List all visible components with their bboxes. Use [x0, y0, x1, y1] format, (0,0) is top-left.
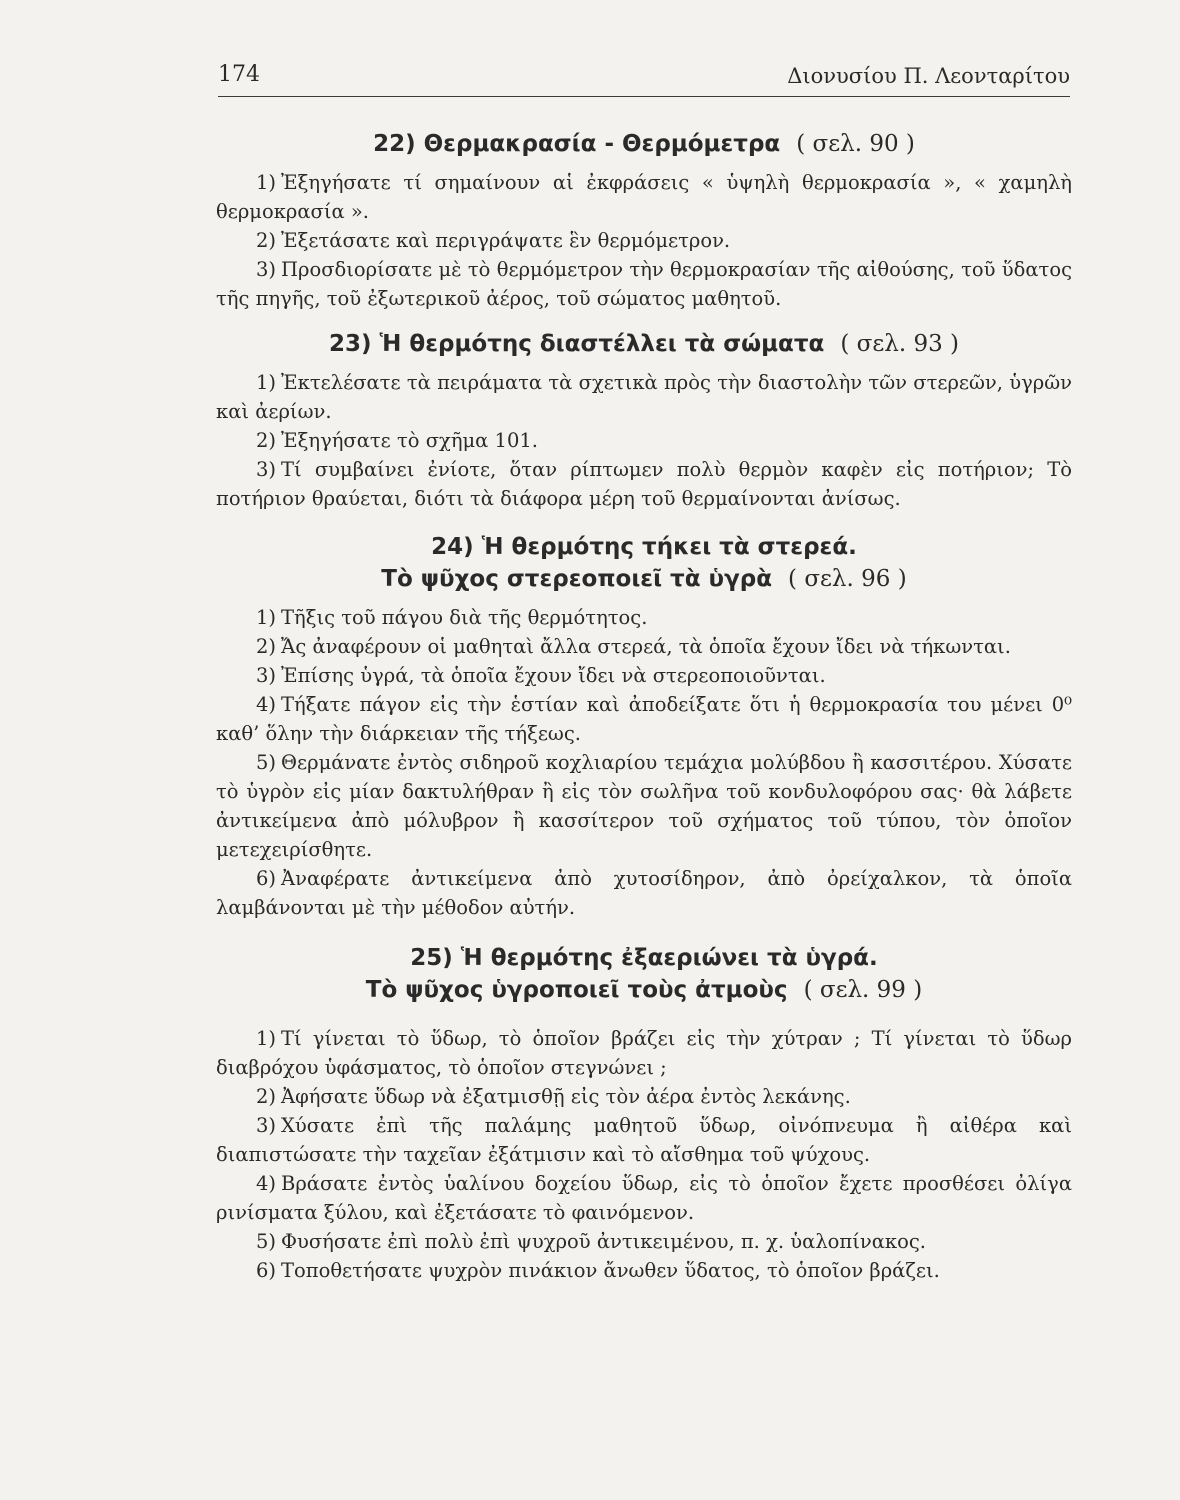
item-number: 2) [256, 635, 277, 658]
item-text: Χύσατε ἐπὶ τῆς παλάμης μαθητοῦ ὕδωρ, οἰνόπνευμα ἢ αἰθέρα καὶ διαπιστώσατε τὴν ταχεῖαν ἐξάτμισιν καὶ τὸ αἴσθημα τοῦ ψύχους. [216, 1114, 1072, 1166]
item-number: 3) [256, 1114, 277, 1137]
section-25 [216, 942, 1072, 1285]
item-text: Ἐξηγήσατε τὸ σχῆμα 101. [281, 429, 538, 452]
item-number: 3) [256, 458, 277, 481]
item-number: 2) [256, 229, 277, 252]
item-text: Ἐκτελέσατε τὰ πειράματα τὰ σχετικὰ πρὸς τὴν διαστολὴν τῶν στερεῶν, ὑγρῶν καὶ ἀερίων. [216, 371, 1072, 423]
item-text: Ἐξηγήσατε τί σημαίνουν αἱ ἐκφράσεις « ὑψηλὴ θερμοκρασία », « χαμηλὴ θερμοκρασία ». [216, 171, 1072, 223]
item-text: Ἀφήσατε ὕδωρ νὰ ἐξατμισθῇ εἰς τὸν ἀέρα ἐντὸς λεκάνης. [281, 1085, 851, 1108]
exercise-item [216, 368, 1072, 426]
item-text: Ἐπίσης ὑγρά, τὰ ὁποῖα ἔχουν ἴδει νὰ στερεοποιοῦνται. [281, 664, 826, 687]
item-number: 2) [256, 1085, 277, 1108]
section-subtitle-text: Τὸ ψῦχος στερεοποιεῖ τὰ ὑγρὰ [381, 566, 773, 592]
exercise-item [216, 226, 1072, 255]
exercise-item [216, 632, 1072, 661]
page-content [216, 128, 1072, 1285]
section-title [216, 128, 1072, 160]
section-title [216, 328, 1072, 360]
section-title [216, 942, 1072, 1006]
exercise-item [216, 455, 1072, 513]
item-number: 6) [256, 867, 277, 890]
item-number: 1) [256, 1027, 277, 1050]
exercise-item [216, 426, 1072, 455]
item-text: Τήξατε πάγον εἰς τὴν ἑστίαν καὶ ἀποδείξατε ὅτι ἡ θερμοκρασία του μένει 0⁰ καθ’ ὅλην τὴν διάρκειαν τῆς τήξεως. [216, 693, 1072, 745]
item-text: Τῆξις τοῦ πάγου διὰ τῆς θερμότητος. [281, 606, 648, 629]
item-text: Ἐξετάσατε καὶ περιγράψατε ἓν θερμόμετρον. [281, 229, 731, 252]
item-number: 1) [256, 171, 277, 194]
item-number: 1) [256, 606, 277, 629]
page-reference: ( σελ. 90 ) [796, 131, 915, 157]
item-number: 4) [256, 693, 277, 716]
section-24 [216, 531, 1072, 922]
section-title-text: 23) Ἡ θερμότης διαστέλλει τὰ σώματα [328, 331, 825, 357]
page-number: 174 [218, 62, 260, 87]
exercise-item [216, 748, 1072, 864]
item-text: Θερμάνατε ἐντὸς σιδηροῦ κοχλιαρίου τεμάχια μολύβδου ἢ κασσιτέρου. Χύσατε τὸ ὑγρὸν εἰς μίαν δακτυλήθραν ἢ εἰς τὸν σωλῆνα τοῦ κονδυλοφόρου σας· θὰ λάβετε ἀντικείμενα ἀπὸ μόλυβρον ἢ κασσίτερον τοῦ σχήματος τοῦ τύπου, τὸν ὁποῖον μετεχειρίσθητε. [216, 751, 1072, 861]
item-number: 3) [256, 664, 277, 687]
exercise-item [216, 1169, 1072, 1227]
item-text: Τοποθετήσατε ψυχρὸν πινάκιον ἄνωθεν ὕδατος, τὸ ὁποῖον βράζει. [281, 1259, 940, 1282]
item-text: Ἀναφέρατε ἀντικείμενα ἀπὸ χυτοσίδηρον, ἀπὸ ὀρείχαλκον, τὰ ὁποῖα λαμβάνονται μὲ τὴν μέθοδον αὐτήν. [216, 867, 1072, 919]
item-number: 2) [256, 429, 277, 452]
item-number: 4) [256, 1172, 277, 1195]
item-text: Ἄς ἀναφέρουν οἱ μαθηταὶ ἄλλα στερεά, τὰ ὁποῖα ἔχουν ἴδει νὰ τήκωνται. [281, 635, 1011, 658]
item-text: Προσδιορίσατε μὲ τὸ θερμόμετρον τὴν θερμοκρασίαν τῆς αἰθούσης, τοῦ ὕδατος τῆς πηγῆς, τοῦ ἐξωτερικοῦ ἀέρος, τοῦ σώματος μαθητοῦ. [216, 258, 1072, 310]
running-title: Διονυσίου Π. Λεονταρίτου [787, 64, 1070, 88]
item-text: Βράσατε ἐντὸς ὑαλίνου δοχείου ὕδωρ, εἰς τὸ ὁποῖον ἔχετε προσθέσει ὀλίγα ρινίσματα ξύλου, καὶ ἐξετάσατε τὸ φαινόμενον. [216, 1172, 1072, 1224]
page-reference: ( σελ. 93 ) [840, 331, 959, 357]
exercise-item [216, 690, 1072, 748]
exercise-item [216, 255, 1072, 313]
page-reference: ( σελ. 99 ) [803, 977, 923, 1003]
exercise-item [216, 1227, 1072, 1256]
section-title-text: 22) Θερμακρασία - Θερμόμετρα [373, 131, 781, 157]
section-23 [216, 328, 1072, 513]
exercise-item [216, 1256, 1072, 1285]
item-text: Φυσήσατε ἐπὶ πολὺ ἐπὶ ψυχροῦ ἀντικειμένου, π. χ. ὑαλοπίνακος. [281, 1230, 926, 1253]
exercise-item [216, 1111, 1072, 1169]
exercise-item [216, 168, 1072, 226]
exercise-item [216, 603, 1072, 632]
exercise-item [216, 864, 1072, 922]
exercise-item [216, 1024, 1072, 1082]
section-22 [216, 128, 1072, 313]
exercise-item [216, 1082, 1072, 1111]
item-text: Τί συμβαίνει ἐνίοτε, ὅταν ρίπτωμεν πολὺ θερμὸν καφὲν εἰς ποτήριον; Τὸ ποτήριον θραύεται, διότι τὰ διάφορα μέρη τοῦ θερμαίνονται ἀνίσως. [216, 458, 1072, 510]
item-number: 3) [256, 258, 277, 281]
item-number: 5) [256, 751, 277, 774]
item-text: Τί γίνεται τὸ ὕδωρ, τὸ ὁποῖον βράζει εἰς τὴν χύτραν ; Τί γίνεται τὸ ὕδωρ διαβρόχου ὑφάσματος, τὸ ὁποῖον στεγνώνει ; [216, 1027, 1072, 1079]
page-header [218, 60, 1070, 97]
item-number: 1) [256, 371, 277, 394]
section-title [216, 531, 1072, 595]
section-title-text: 25) Ἡ θερμότης ἐξαεριώνει τὰ ὑγρά. [410, 945, 878, 971]
section-subtitle-text: Τὸ ψῦχος ὑγροποιεῖ τοὺς ἀτμοὺς [365, 977, 788, 1003]
page-reference: ( σελ. 96 ) [788, 566, 907, 592]
item-number: 5) [256, 1230, 277, 1253]
exercise-item [216, 661, 1072, 690]
item-number: 6) [256, 1259, 277, 1282]
section-title-text: 24) Ἡ θερμότης τήκει τὰ στερεά. [431, 534, 857, 560]
